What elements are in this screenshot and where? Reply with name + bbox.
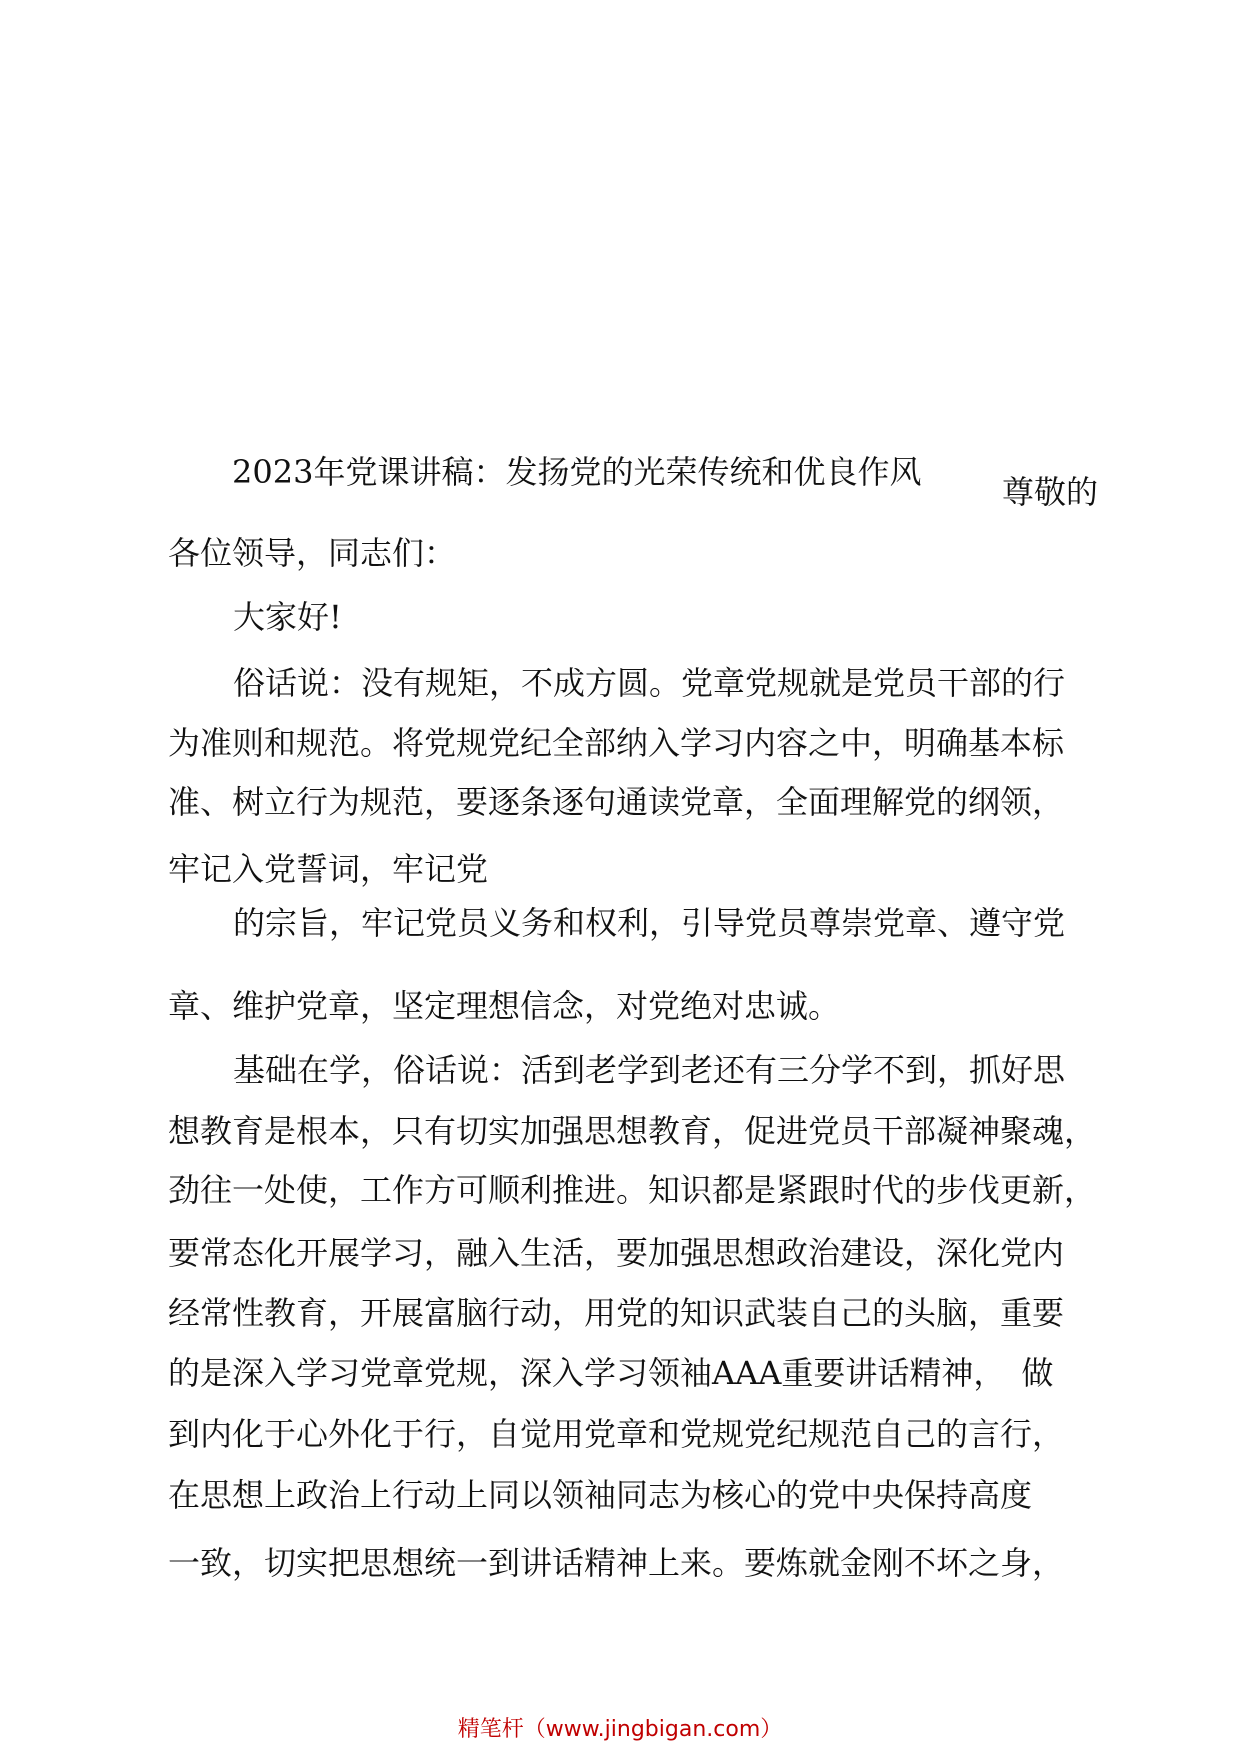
- body-line: 想教育是根本，只有切实加强思想教育，促进党员干部凝神聚魂，: [168, 1112, 1097, 1150]
- body-line: 章、维护党章，坚定理想信念，对党绝对忠诚。: [168, 987, 841, 1025]
- body-line: 在思想上政治上行动上同以领袖同志为核心的党中央保持高度: [168, 1476, 1033, 1514]
- body-line: 经常性教育，开展富脑行动，用党的知识武装自己的头脑，重要: [168, 1294, 1065, 1332]
- greeting-part1: 尊敬的: [1002, 473, 1099, 511]
- body-line: 到内化于心外化于行，自觉用党章和党规党纪规范自己的言行，: [168, 1415, 1065, 1453]
- body-line: 为准则和规范。将党规党纪全部纳入学习内容之中，明确基本标: [168, 724, 1065, 762]
- body-line: 一致，切实把思想统一到讲话精神上来。要炼就金刚不坏之身，: [168, 1544, 1065, 1582]
- greeting-part2: 各位领导，同志们：: [168, 534, 457, 572]
- footer-watermark-link[interactable]: 精笔杆（www.jingbigan.com）: [457, 1717, 783, 1742]
- body-line: 的宗旨，牢记党员义务和权利，引导党员尊崇党章、遵守党: [233, 904, 1066, 942]
- body-line: 要常态化开展学习，融入生活，要加强思想政治建设，深化党内: [168, 1234, 1065, 1272]
- body-line: 俗话说：没有规矩，不成方圆。党章党规就是党员干部的行: [233, 664, 1066, 702]
- body-line: 牢记入党誓词，牢记党: [168, 850, 489, 888]
- body-line: 的是深入学习党章党规，深入学习领袖AAA重要讲话精神， 做: [168, 1354, 1054, 1392]
- document-title: 2023年党课讲稿：发扬党的光荣传统和优良作风: [232, 453, 922, 491]
- salutation: 大家好!: [233, 598, 342, 636]
- body-line: 准、树立行为规范，要逐条逐句通读党章，全面理解党的纲领，: [168, 783, 1065, 821]
- body-line: 基础在学，俗话说：活到老学到老还有三分学不到，抓好思: [233, 1051, 1066, 1089]
- body-line: 劲往一处使，工作方可顺利推进。知识都是紧跟时代的步伐更新，: [168, 1171, 1097, 1209]
